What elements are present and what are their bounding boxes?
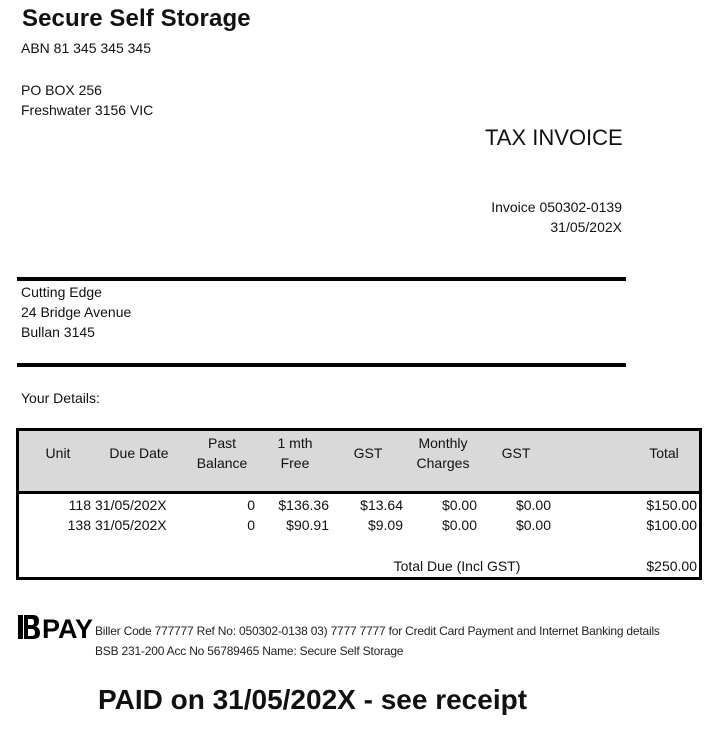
col-header-unit: Unit <box>45 445 71 461</box>
address-line-2: Freshwater 3156 VIC <box>21 102 154 118</box>
customer-street: 24 Bridge Avenue <box>21 304 132 320</box>
col-header-total: Total <box>649 445 679 461</box>
cell-gst-2: $0.00 <box>515 497 551 513</box>
cell-due-date: 31/05/202X <box>95 497 167 513</box>
col-header-gst: GST <box>353 445 383 461</box>
bpay-logo-icon <box>18 614 94 640</box>
company-address <box>21 80 153 120</box>
col-header-gst-2: GST <box>501 445 531 461</box>
divider-top <box>17 277 626 281</box>
cell-monthly: $0.00 <box>441 517 477 533</box>
col-header-1mth-free: 1 mth Free <box>277 435 313 471</box>
cell-gst: $9.09 <box>367 517 403 533</box>
bpay-line-2: BSB 231-200 Acc No 56789465 Name: Secure Self Storage <box>95 644 404 658</box>
invoice-number: Invoice 050302-0139 <box>491 199 622 215</box>
cell-gst: $13.64 <box>360 497 403 513</box>
table-header <box>19 431 699 494</box>
svg-text:PAY: PAY <box>42 614 94 640</box>
cell-past-balance: 0 <box>247 497 255 513</box>
cell-total: $100.00 <box>646 517 697 533</box>
invoice-meta <box>484 197 622 237</box>
customer-address <box>21 282 131 342</box>
customer-suburb: Bullan 3145 <box>21 324 95 340</box>
customer-name: Cutting Edge <box>21 284 102 300</box>
col-header-due-date: Due Date <box>109 445 169 461</box>
total-due-label: Total Due (Incl GST) <box>393 558 521 574</box>
cell-unit: 118 <box>68 497 91 513</box>
col-header-past-balance: Past Balance <box>196 435 248 471</box>
cell-free: $90.91 <box>286 517 329 533</box>
abn: ABN 81 345 345 345 <box>21 40 151 56</box>
cell-unit: 138 <box>67 517 91 533</box>
address-line-1: PO BOX 256 <box>21 82 102 98</box>
paid-notice: PAID on 31/05/202X - see receipt <box>98 684 528 715</box>
invoice-date: 31/05/202X <box>550 219 622 235</box>
total-due-value: $250.00 <box>646 558 697 574</box>
divider-bottom <box>17 363 626 367</box>
cell-free: $136.36 <box>278 497 329 513</box>
company-name: Secure Self Storage <box>22 5 251 32</box>
cell-due-date: 31/05/202X <box>95 517 167 533</box>
col-header-monthly-charges: Monthly Charges <box>416 435 470 471</box>
cell-total: $150.00 <box>646 497 697 513</box>
cell-past-balance: 0 <box>247 517 255 533</box>
cell-monthly: $0.00 <box>441 497 477 513</box>
bpay-line-1: Biller Code 777777 Ref No: 050302-0138 03) 7777 7777 for Credit Card Payment and Internet Banking details <box>95 624 660 638</box>
charges-table <box>16 428 702 580</box>
document-title: TAX INVOICE <box>485 125 623 150</box>
bpay-payment-details <box>95 621 660 661</box>
cell-gst-2: $0.00 <box>515 517 551 533</box>
your-details-label: Your Details: <box>21 390 100 406</box>
